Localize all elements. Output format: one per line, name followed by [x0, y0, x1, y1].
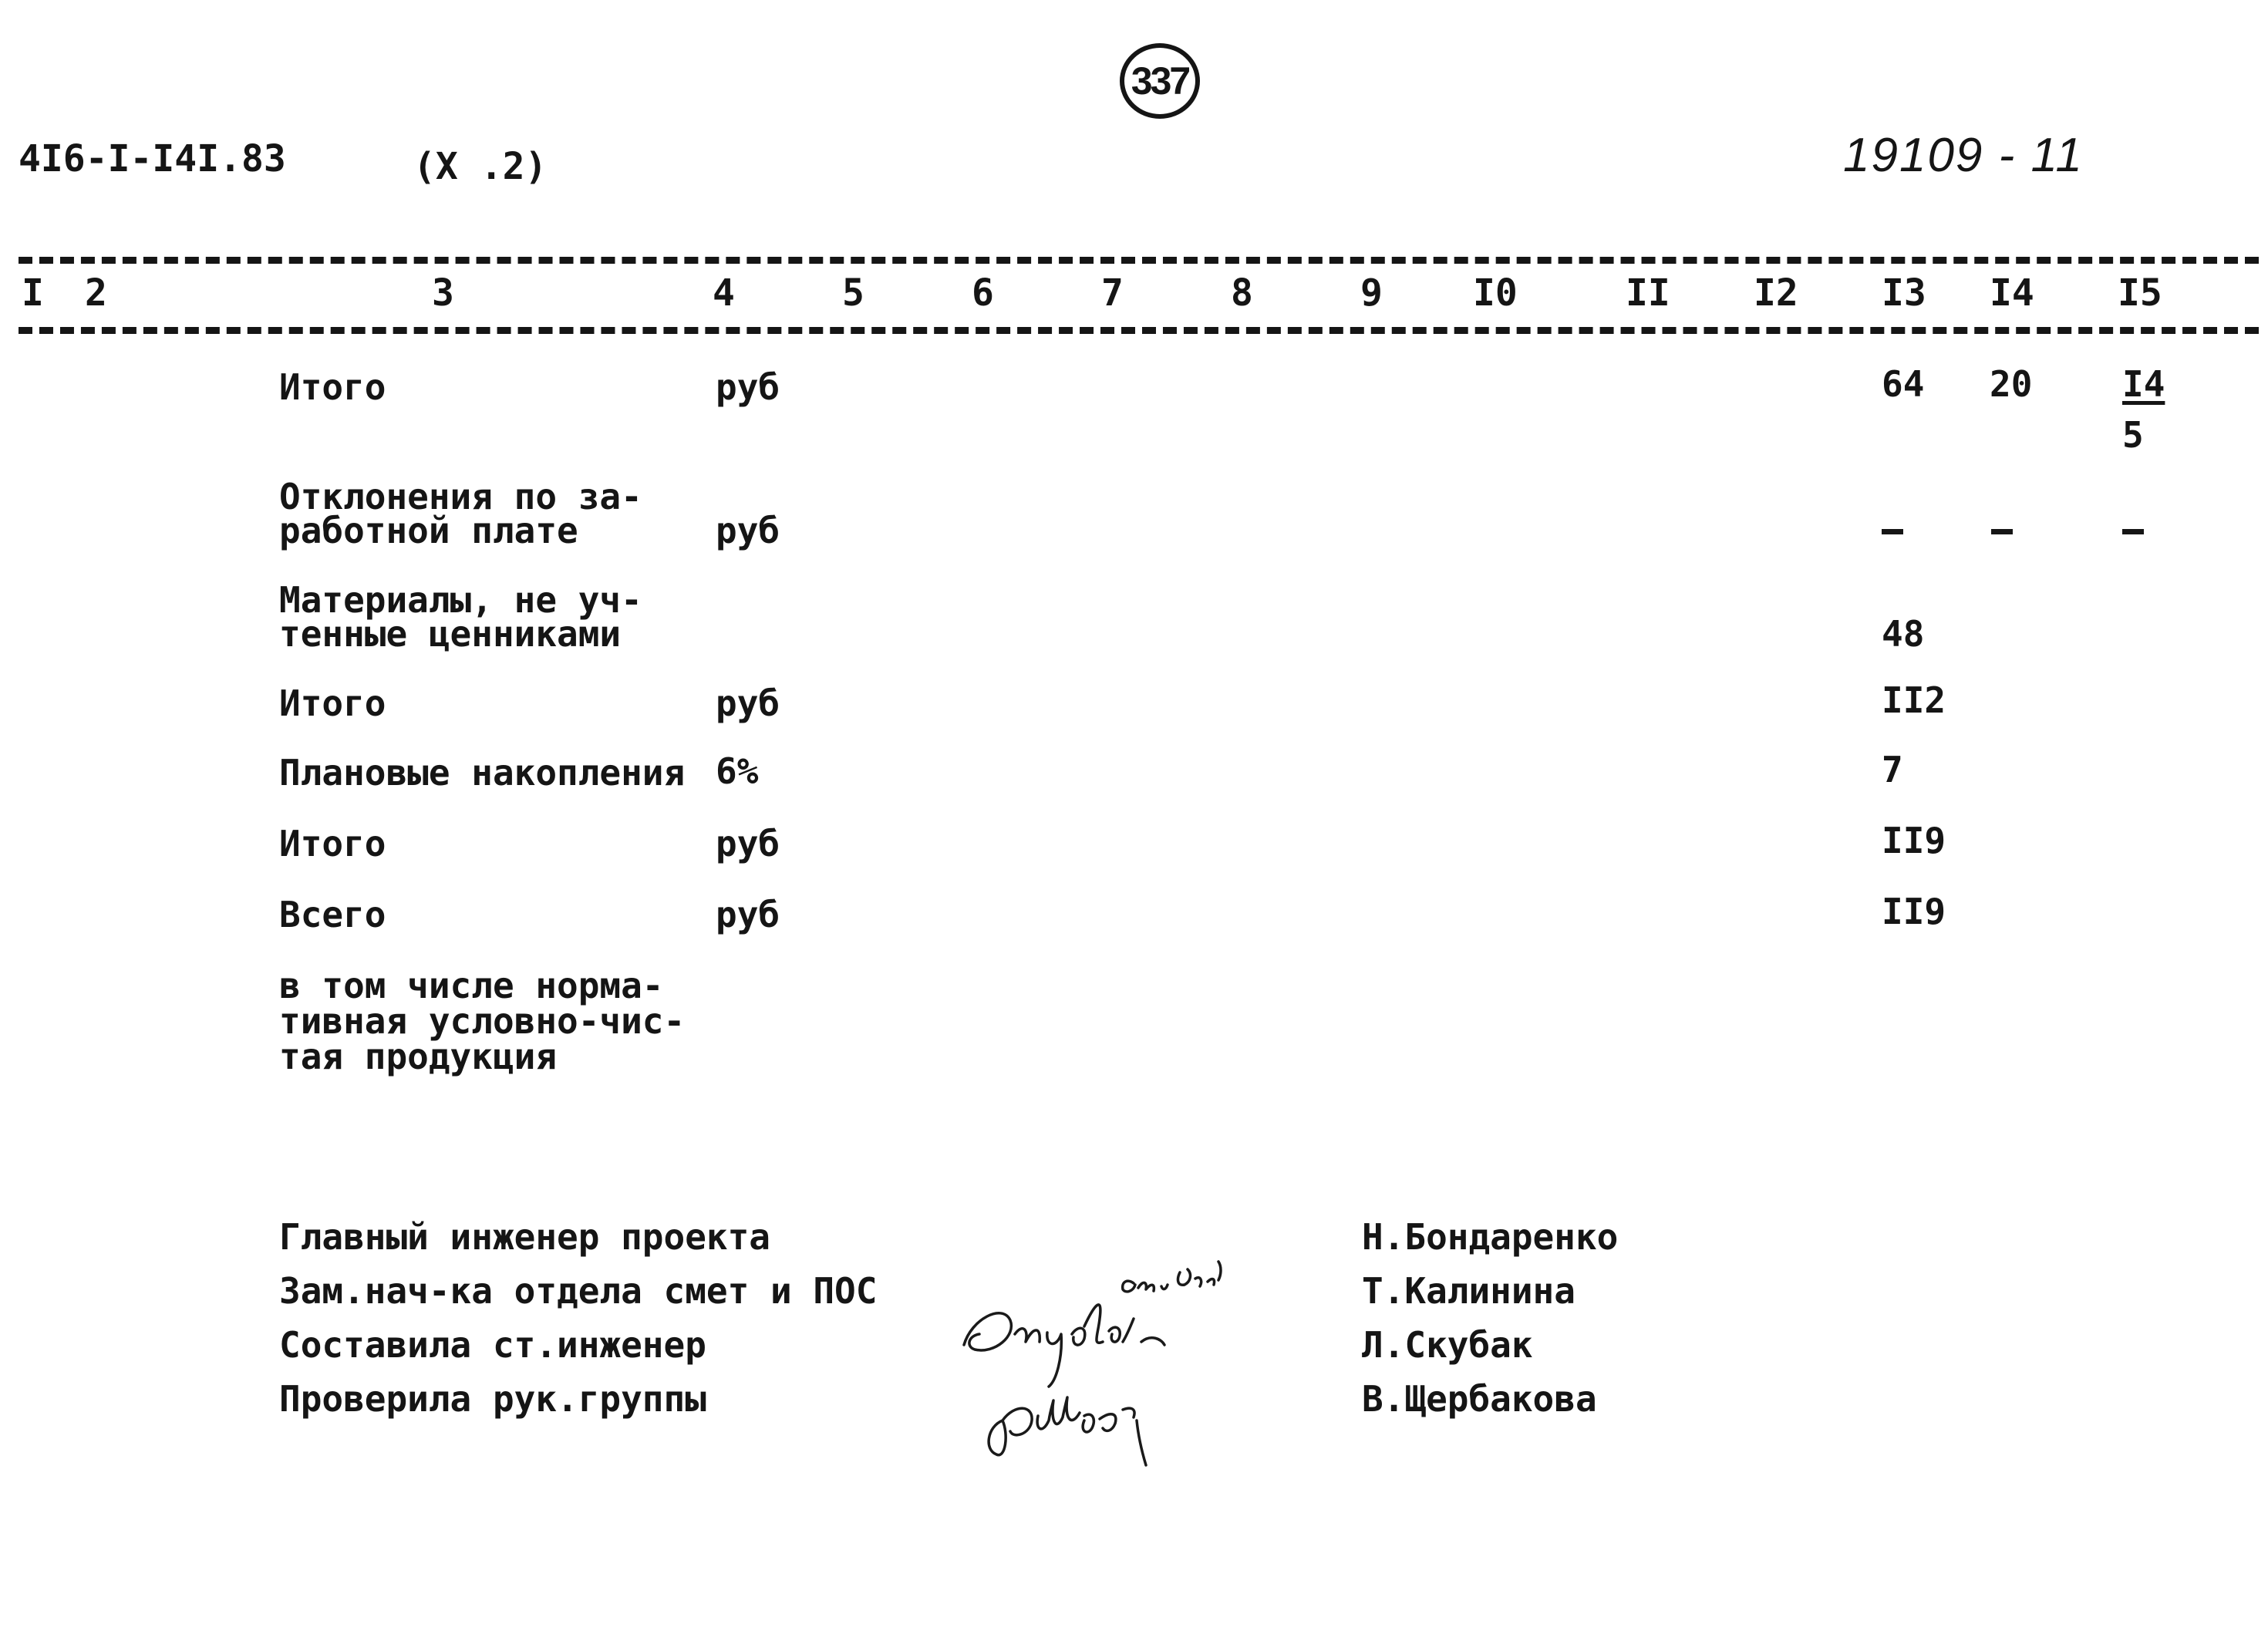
- column-header-3: 3: [432, 271, 454, 315]
- row-unit: руб: [716, 366, 780, 408]
- row-label-line: тенные ценниками: [279, 613, 622, 655]
- dash-mark: [2122, 529, 2144, 534]
- row-label: Всего: [279, 894, 386, 935]
- signature-scribble-1: [1123, 1262, 1221, 1292]
- row-unit: 6%: [716, 750, 759, 792]
- row-label: Итого: [279, 366, 386, 408]
- column-header-12: I2: [1754, 271, 1798, 315]
- dashed-rule-top: [19, 257, 2259, 264]
- dash-mark: [1882, 529, 1903, 534]
- column-header-2: 2: [85, 271, 107, 315]
- row-value-col14: 20: [1990, 363, 2033, 405]
- row-unit: руб: [716, 823, 780, 864]
- column-header-14: I4: [1990, 271, 2034, 315]
- column-header-7: 7: [1101, 271, 1124, 315]
- signatory-name: Н.Бондаренко: [1362, 1216, 1619, 1258]
- row-unit: руб: [716, 682, 780, 724]
- signatory-name: Т.Калинина: [1362, 1270, 1575, 1312]
- row-label-line: Отклонения по за-: [279, 476, 642, 517]
- handwritten-signatures: [949, 1218, 1319, 1496]
- column-header-4: 4: [713, 271, 735, 315]
- signatory-name: Л.Скубак: [1362, 1324, 1533, 1366]
- row-value-col13: II9: [1882, 891, 1946, 932]
- row-value-col15-denominator: 5: [2122, 414, 2144, 456]
- row-value-col13: II2: [1882, 679, 1946, 721]
- sheet-mark: (X .2): [413, 145, 548, 188]
- column-header-1: I: [22, 271, 44, 315]
- row-label-line: работной плате: [279, 510, 578, 551]
- signatory-role: Составила ст.инженер: [279, 1324, 706, 1366]
- page-number: 337: [1120, 43, 1200, 119]
- row-label-line: тивная условно-чис-: [279, 1000, 686, 1042]
- column-header-11: II: [1626, 271, 1670, 315]
- row-value-col13: 7: [1882, 749, 1903, 790]
- row-value-col15-numerator: I4: [2122, 363, 2165, 405]
- dash-mark: [1991, 529, 2013, 534]
- column-header-10: I0: [1473, 271, 1518, 315]
- row-value-col13: 64: [1882, 363, 1925, 405]
- row-unit: руб: [716, 510, 780, 551]
- column-header-8: 8: [1231, 271, 1253, 315]
- column-header-5: 5: [842, 271, 864, 315]
- registration-number: 19109 - 11: [1843, 129, 2084, 182]
- column-header-15: I5: [2118, 271, 2162, 315]
- row-label-line: тая продукция: [279, 1036, 558, 1077]
- row-label-line: в том числе норма-: [279, 965, 664, 1006]
- row-label: Итого: [279, 682, 386, 724]
- row-label: Плановые накопления: [279, 752, 686, 794]
- dashed-rule-bottom: [19, 327, 2259, 334]
- signatory-name: В.Щербакова: [1362, 1378, 1597, 1420]
- signatory-role: Зам.нач-ка отдела смет и ПОС: [279, 1270, 878, 1312]
- column-header-9: 9: [1360, 271, 1383, 315]
- column-header-6: 6: [972, 271, 994, 315]
- row-label: Итого: [279, 823, 386, 864]
- row-label-line: Материалы, не уч-: [279, 579, 642, 621]
- signatory-role: Главный инженер проекта: [279, 1216, 770, 1258]
- signature-scribble-3: [989, 1397, 1146, 1465]
- column-header-13: I3: [1882, 271, 1926, 315]
- row-value-col13: II9: [1882, 820, 1946, 861]
- document-code: 4I6-I-I4I.83: [19, 137, 286, 180]
- row-value-col13: 48: [1882, 613, 1925, 655]
- signatory-role: Проверила рук.группы: [279, 1378, 706, 1420]
- signature-scribble-2: [964, 1305, 1164, 1387]
- row-unit: руб: [716, 894, 780, 935]
